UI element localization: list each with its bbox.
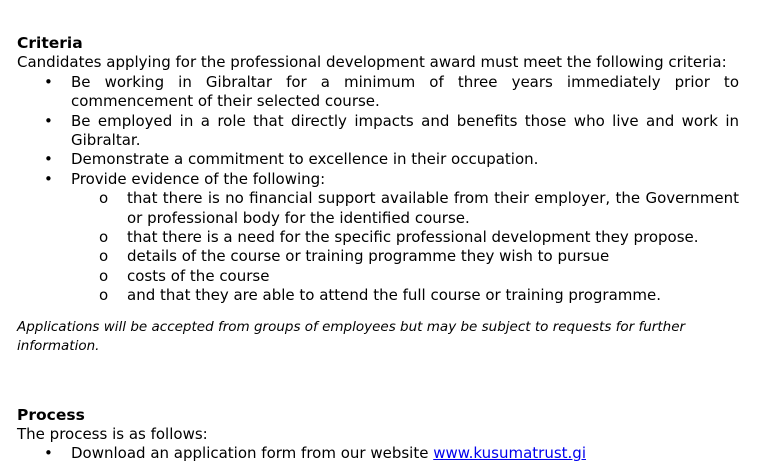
criteria-item [17, 150, 739, 169]
circle-bullet-icon: o [99, 228, 109, 247]
evidence-item-text: details of the course or training programme they wish to pursue [127, 247, 610, 266]
applications-note: Applications will be accepted from groups of employees but may be subject to requests for further information. [17, 318, 686, 355]
circle-bullet-icon: o [99, 247, 109, 266]
criteria-item-text: Be employed in a role that directly impacts and benefits those who live and work in Gibraltar. [71, 111, 739, 150]
evidence-item-text: that there is a need for the specific professional development they propose. [127, 228, 699, 247]
criteria-item [17, 73, 739, 112]
evidence-item-text: that there is no financial support available from their employer, the Government or professional body for the identified course. [127, 189, 739, 227]
evidence-list-wrapper [17, 189, 739, 305]
process-intro: The process is as follows: [17, 424, 208, 443]
evidence-item [71, 228, 739, 247]
bullet-dot-icon: • [44, 111, 53, 130]
criteria-heading: Criteria [17, 34, 83, 52]
criteria-intro: Candidates applying for the professional development award must meet the following criteria: [17, 53, 727, 72]
criteria-item-text: Provide evidence of the following: [71, 169, 326, 188]
evidence-item [71, 267, 739, 286]
process-list [17, 444, 739, 463]
evidence-list [71, 189, 739, 305]
evidence-item [71, 286, 739, 305]
website-link[interactable]: www.kusumatrust.gi [433, 444, 586, 463]
evidence-item-text: costs of the course [127, 266, 270, 285]
evidence-item [71, 189, 739, 228]
document-body [17, 34, 739, 464]
criteria-item [17, 170, 739, 189]
circle-bullet-icon: o [99, 266, 109, 285]
process-heading: Process [17, 405, 85, 424]
evidence-item [71, 247, 739, 266]
bullet-dot-icon: • [44, 444, 53, 463]
criteria-item-text: Be working in Gibraltar for a minimum of three years immediately prior to commencement of their selected course. [71, 72, 739, 111]
criteria-item [17, 112, 739, 151]
process-item-text: Download an application form from our website [71, 444, 434, 463]
process-item [17, 444, 739, 463]
circle-bullet-icon: o [99, 286, 109, 305]
bullet-dot-icon: • [44, 72, 53, 91]
criteria-list [17, 73, 739, 189]
circle-bullet-icon: o [99, 189, 109, 208]
bullet-dot-icon: • [44, 169, 53, 188]
evidence-container [17, 189, 739, 305]
evidence-item-text: and that they are able to attend the full course or training programme. [127, 286, 662, 305]
criteria-item-text: Demonstrate a commitment to excellence in their occupation. [71, 150, 539, 169]
bullet-dot-icon: • [44, 150, 53, 169]
section-spacer [17, 357, 739, 406]
